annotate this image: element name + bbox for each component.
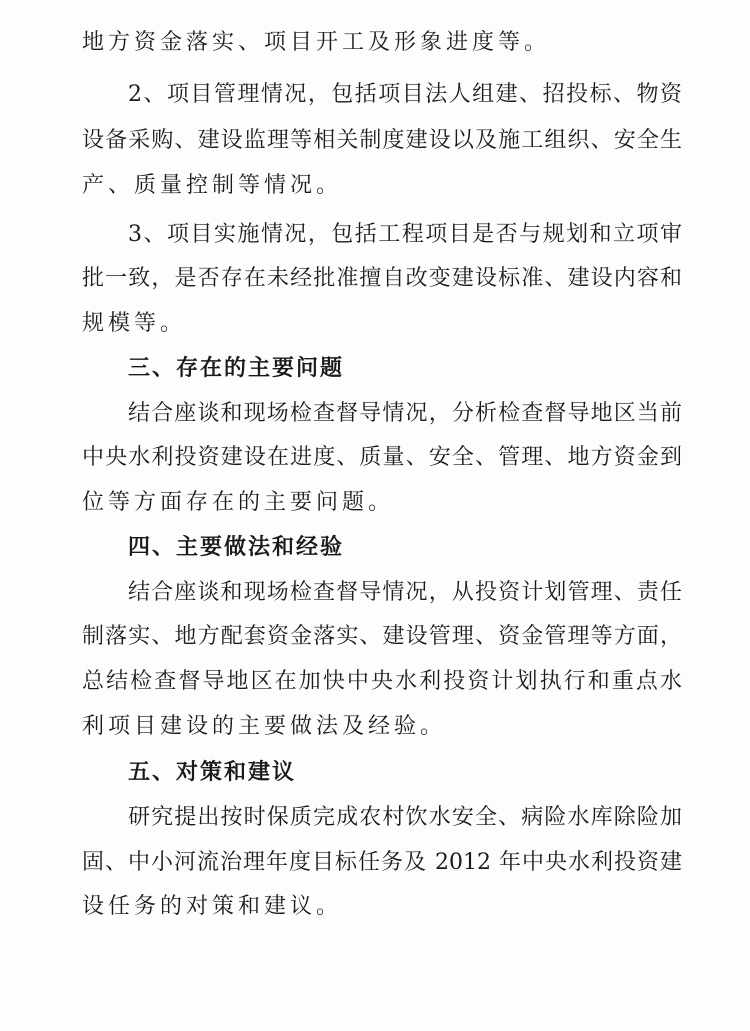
paragraph-line: 产、质量控制等情况。 xyxy=(82,173,343,198)
paragraph-line: 固、中小河流治理年度目标任务及 2012 年中央水利投资建 xyxy=(82,850,682,875)
paragraph-line: 地方资金落实、项目开工及形象进度等。 xyxy=(82,30,551,55)
section-heading: 五、对策和建议 xyxy=(128,760,297,785)
paragraph-line: 制落实、地方配套资金落实、建设管理、资金管理等方面， xyxy=(82,624,682,649)
paragraph-line: 总结检查督导地区在加快中央水利投资计划执行和重点水 xyxy=(82,669,682,694)
paragraph-line: 3、项目实施情况，包括工程项目是否与规划和立项审 xyxy=(128,222,682,247)
paragraph-line: 利项目建设的主要做法及经验。 xyxy=(82,714,447,739)
section-heading: 四、主要做法和经验 xyxy=(128,535,345,560)
paragraph-line: 设备采购、建设监理等相关制度建设以及施工组织、安全生 xyxy=(82,128,682,153)
paragraph-line: 2、项目管理情况，包括项目法人组建、招投标、物资 xyxy=(128,82,682,107)
paragraph-line: 位等方面存在的主要问题。 xyxy=(82,490,395,515)
paragraph-line: 研究提出按时保质完成农村饮水安全、病险水库除险加 xyxy=(128,805,682,830)
paragraph-line: 设任务的对策和建议。 xyxy=(82,894,343,919)
paragraph-line: 批一致，是否存在未经批准擅自改变建设标准、建设内容和 xyxy=(82,266,682,291)
paragraph-line: 规模等。 xyxy=(82,311,187,336)
paragraph-line: 结合座谈和现场检查督导情况，分析检查督导地区当前 xyxy=(128,401,682,426)
paragraph-line: 中央水利投资建设在进度、质量、安全、管理、地方资金到 xyxy=(82,445,682,470)
paragraph-line: 结合座谈和现场检查督导情况，从投资计划管理、责任 xyxy=(128,580,682,605)
section-heading: 三、存在的主要问题 xyxy=(128,356,345,381)
